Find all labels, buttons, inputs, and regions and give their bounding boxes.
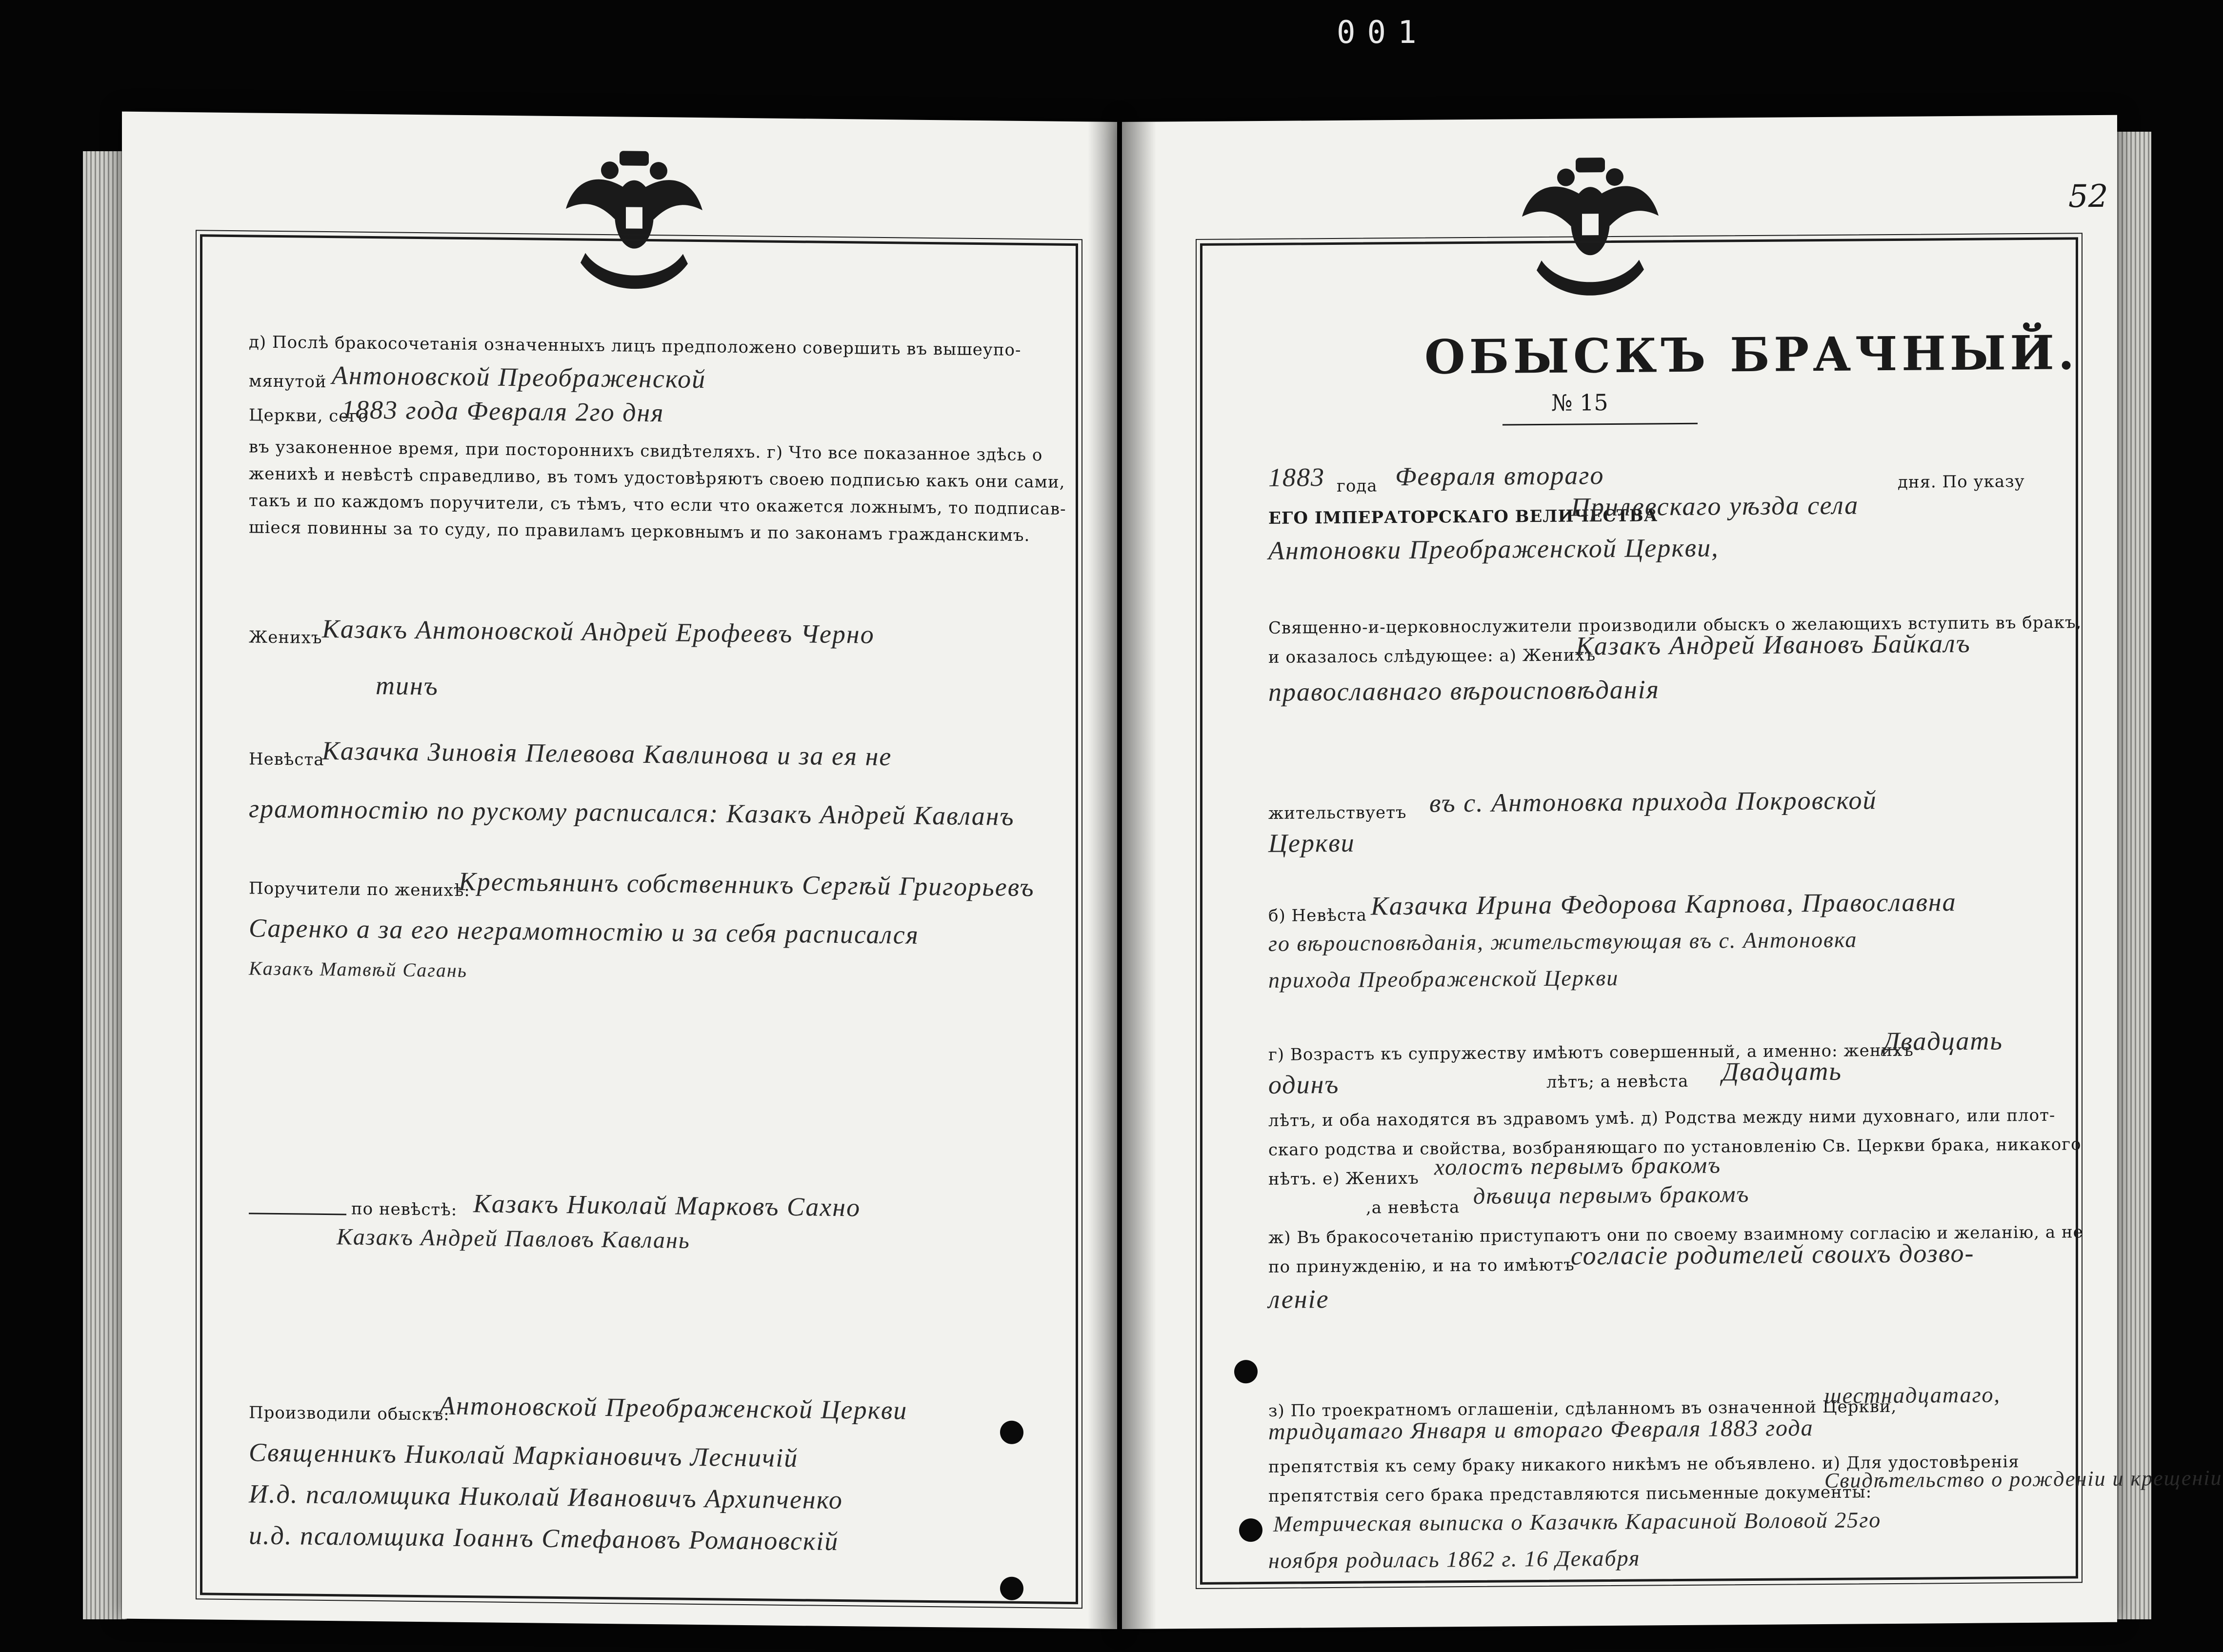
page-stack-left <box>83 151 127 1619</box>
intro-line2: и оказалось слѣдующее: а) Женихъ <box>1268 645 1596 667</box>
poruchiteli-zhenikh-label: Поручители по женихѣ: <box>249 878 470 901</box>
record-number: № 15 <box>1551 389 1608 416</box>
zhenikh-handwritten-2: православнаго вѣроисповѣданія <box>1268 675 1660 707</box>
z-line2: препятствія къ сему браку никакого никѣмъ не объявлено. и) Для удостовѣренія <box>1268 1452 2020 1477</box>
vozrast-zh-handwritten-2: одинъ <box>1268 1069 1340 1099</box>
punch-hole-3 <box>1234 1360 1258 1383</box>
poruchiteli-handwritten-1: Крестьянинъ собственникъ Сергѣй Григорьевъ <box>459 866 1035 902</box>
dnya-po-ukazu: дня. По указу <box>1898 472 2025 492</box>
date-handwritten: Февраля втораго <box>1395 460 1604 492</box>
left-page <box>122 112 1117 1629</box>
document-title: ОБЫСКЪ БРАЧНЫЙ. <box>1424 325 2079 385</box>
zhenikh-handwritten-1: Казакъ Антоновской Андрей Ерофеевъ Черно <box>322 614 875 649</box>
zhenikh-handwritten: Казакъ Андрей Ивановъ Байкалъ <box>1576 628 1971 661</box>
frame-number: 001 <box>1337 15 1428 51</box>
po-neveste-label: по невѣстѣ: <box>351 1199 458 1220</box>
clause-d-line1: д) Послѣ бракосочетанія означенныхъ лицъ предположено совершить въ вышеупо- <box>249 332 1021 360</box>
po-neveste-handwritten-2: Казакъ Андрей Павловъ Кавлань <box>337 1224 690 1254</box>
nevesta-handwritten-1: Казачка Зиновiя Пелевова Кавлинова и за ея не <box>322 736 892 772</box>
page-number: 52 <box>2068 178 2108 215</box>
zhitelstvuet-label: жительствуетъ <box>1268 802 1407 823</box>
zhenikh-handwritten-2: тинъ <box>376 671 439 701</box>
oglashenie-handwritten: шестнадцатаго, <box>1824 1382 2001 1408</box>
page-stack-right <box>2117 132 2151 1619</box>
right-page <box>1122 115 2223 1629</box>
clause-d-line7: шiеся повинны за то суду, по правиламъ церковнымъ и по законамъ гражданскимъ. <box>249 517 1030 546</box>
intro-line1: Священно-и-церковнослужители производили обыскъ о желающихъ вступить въ бракъ, <box>1268 613 2082 638</box>
docs-handwritten-3: ноября родилась 1862 г. 16 Декабря <box>1268 1545 1641 1573</box>
nevesta-label: Невѣста <box>249 749 324 770</box>
clause-d-line2: мянутой <box>249 371 327 392</box>
poruchiteli-handwritten-3: Казакъ Матвѣй Сагань <box>249 957 467 982</box>
proizvodili-handwritten-2: Священникъ Николай Маркiановичъ Лесничiй <box>249 1437 799 1473</box>
z-line3: препятствія сего брака представляются письменные документы: <box>1268 1482 1872 1506</box>
punch-hole-1 <box>1000 1420 1023 1444</box>
a-nevesta-label: ,а невѣста <box>1366 1197 1460 1218</box>
year-handwritten: 1883 <box>1268 462 1325 492</box>
velichestvo: ЕГО ІМПЕРАТОРСКАГО ВЕЛИЧЕСТВА <box>1268 506 1658 528</box>
zh-line2: по принужденію, и на то имѣютъ <box>1268 1255 1575 1277</box>
zhitel-handwritten-2: Церкви <box>1268 828 1355 858</box>
po-neveste-handwritten-1: Казакъ Николай Марковъ Сахно <box>473 1189 861 1222</box>
zh-line1: ж) Въ бракосочетанію приступаютъ они по своему взаимному согласію и желанію, а не <box>1268 1222 2083 1248</box>
vozrast-line5: нѣтъ. е) Женихъ <box>1268 1168 1419 1189</box>
ukaz-handwritten-1: Прилевскаго уѣзда села <box>1571 490 1859 522</box>
let-nevesta-label: лѣтъ; а невѣста <box>1546 1071 1689 1092</box>
ledger-book <box>83 122 2223 1629</box>
year-word: года <box>1337 476 1378 496</box>
proizvodili-handwritten-1: Антоновской Преображенской Церкви <box>439 1391 908 1425</box>
brak-nev-handwritten: дѣвица первымъ бракомъ <box>1473 1181 1750 1209</box>
punch-hole-2 <box>1000 1576 1023 1600</box>
proizvodili-handwritten-3: И.д. псаломщика Николай Ивановичъ Архипченко <box>249 1479 843 1515</box>
clause-d-line6: такъ и по каждомъ поручители, съ тѣмъ, что если что окажется ложнымъ, то подписав- <box>249 491 1066 519</box>
vozrast-nev-handwritten: Двадцать <box>1722 1056 1842 1087</box>
docs-handwritten-2: Метрическая выписка о Казачкѣ Карасиной Воловой 25го <box>1273 1507 1882 1536</box>
clause-d-line4: въ узаконенное время, при постороннихъ свидѣтеляхъ. г) Что все показанное здѣсь о <box>249 437 1043 465</box>
vozrast-line4: скаго родства и свойства, возбраняющаго по установленію Св. Церкви брака, никакого <box>1268 1135 2082 1160</box>
church-handwritten: Антоновской Преображенской <box>332 360 706 394</box>
soglasie-handwritten-2: ленiе <box>1268 1284 1329 1314</box>
nevesta-handwritten-2: грамотностiю по рускому расписался: Казакъ Андрей Кавланъ <box>249 794 1015 831</box>
clause-d-line3: Церкви, сего <box>249 405 369 426</box>
brak-zh-handwritten: холостъ первымъ бракомъ <box>1434 1152 1721 1180</box>
vozrast-line3: лѣтъ, и оба находятся въ здравомъ умѣ. д) Родства между ними духовнаго, или плот- <box>1268 1105 2056 1131</box>
vozrast-line1: г) Возрастъ къ супружеству имѣютъ совершенный, а именно: женихъ <box>1268 1040 1914 1065</box>
punch-hole-4 <box>1239 1518 1262 1542</box>
poruchiteli-handwritten-2: Саренко а за его неграмотностiю и за себя расписался <box>249 913 919 950</box>
nevesta-handwritten-2: го вѣроисповѣданія, жительствующая въ с. Антоновка <box>1268 927 1858 956</box>
zhenikh-label: Женихъ <box>249 627 322 648</box>
zhitel-handwritten-1: въ с. Антоновка прихода Покровской <box>1429 785 1877 818</box>
proizvodili-label: Производили обыскъ: <box>249 1403 450 1425</box>
docs-handwritten-1: Свидѣтельство о рожденiи и крещенiи <box>1824 1466 2223 1493</box>
date-handwritten: 1883 года Февраля 2го дня <box>341 395 664 428</box>
oglashenie-handwritten-2: тридцатаго Января и втораго Февраля 1883 года <box>1268 1415 1814 1445</box>
ukaz-handwritten-2: Антоновки Преображенской Церкви, <box>1268 533 1719 565</box>
nevesta-handwritten-1: Казачка Ирина Федорова Карпова, Православна <box>1371 887 1957 921</box>
soglasie-handwritten: согласiе родителей своихъ дозво- <box>1571 1238 1975 1271</box>
nevesta-handwritten-3: прихода Преображенской Церкви <box>1268 965 1619 993</box>
book-gutter <box>1088 122 1156 1629</box>
b-nevesta-label: б) Невѣста <box>1268 905 1367 926</box>
proizvodili-handwritten-4: и.д. псаломщика Іоаннъ Стефановъ Романовскiй <box>249 1520 839 1556</box>
z-line1: з) По троекратномъ оглашеніи, сдѣланномъ въ означенной Церкви, <box>1268 1396 1897 1421</box>
vozrast-zh-handwritten: Двадцать <box>1883 1026 2003 1056</box>
clause-d-line5: женихѣ и невѣстѣ справедливо, въ томъ удостовѣряютъ своею подписью какъ они сами, <box>249 464 1065 492</box>
